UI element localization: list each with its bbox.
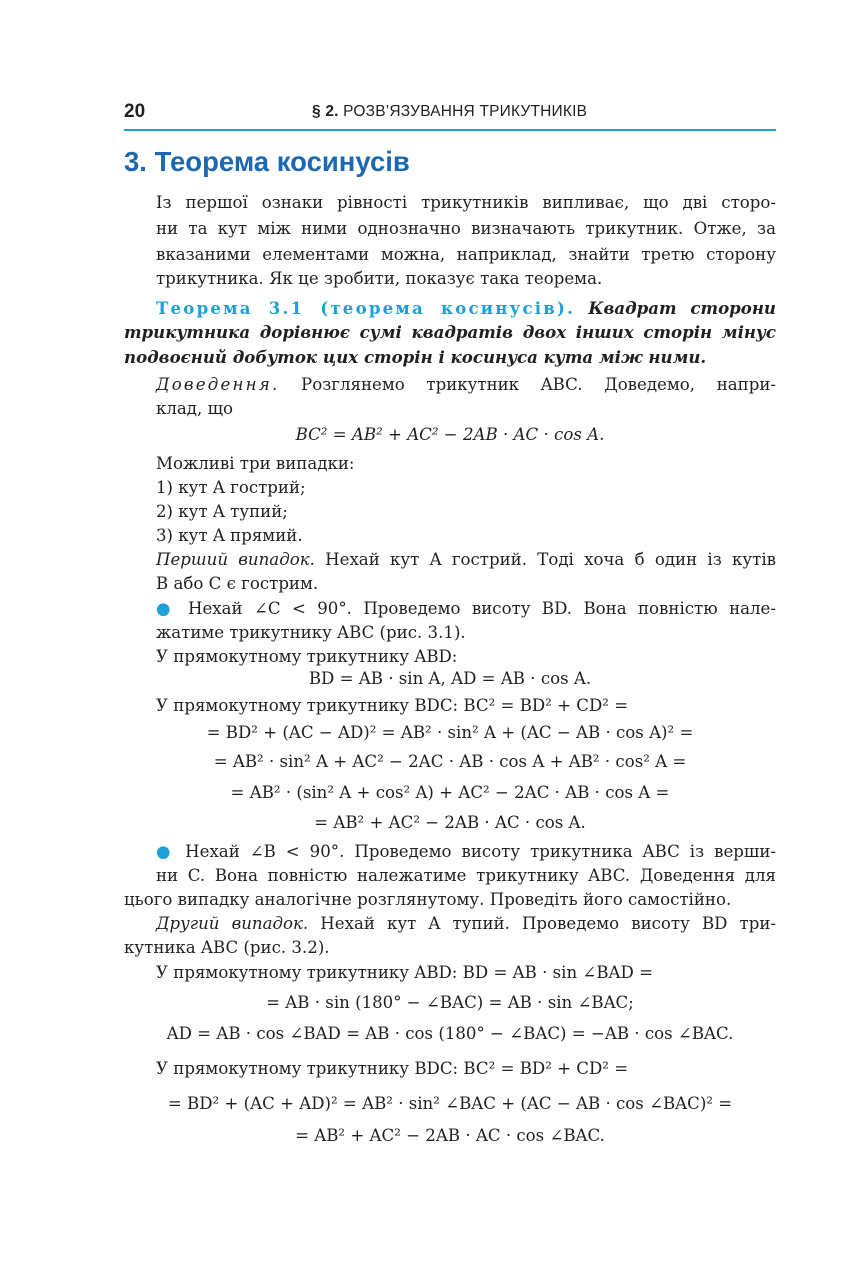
intro-line: вказаними елементами можна, наприклад, знайти третю сторону — [156, 245, 776, 264]
case-item: 1) кут A гострий; — [156, 478, 306, 497]
section-label: § 2. — [312, 103, 339, 120]
case-item: 3) кут A прямий. — [156, 526, 303, 545]
bullet-line: жатиме трикутнику ABC (рис. 3.1). — [156, 623, 466, 642]
equation-line: = AB · sin (180° − ∠BAC) = AB · sin ∠BAC; — [266, 993, 634, 1012]
bullet-line: цього випадку аналогічне розглянутому. Проведіть його самостійно. — [124, 890, 732, 909]
abd-formula: BD = AB · sin A, AD = AB · cos A. — [308, 669, 592, 688]
bullet-icon: ● — [156, 599, 177, 618]
formula-main: BC² = AB² + AC² − 2AB · AC · cos A. — [295, 425, 605, 444]
second-case-label: Другий випадок. — [156, 914, 309, 933]
bullet-line — [156, 597, 776, 621]
bullet-text: Нехай ∠B < 90°. Проведемо висоту трикутника ABC із верши- — [175, 842, 777, 861]
intro-line: Із першої ознаки рівності трикутників випливає, що дві сторо- — [156, 193, 776, 212]
first-case-line — [156, 548, 776, 572]
equation-line: = AB² · sin² A + AC² − 2AC · AB · cos A + AB² · cos² A = — [213, 752, 687, 771]
proof-line: клад, що — [156, 399, 233, 418]
first-case-text: Нехай кут A гострий. Тоді хоча б один із кутів — [314, 550, 776, 569]
second-case-line — [156, 912, 776, 936]
theorem-text: Квадрат сторони — [588, 298, 776, 318]
section-title: РОЗВ’ЯЗУВАННЯ ТРИКУТНИКІВ — [343, 103, 588, 120]
page-title: 3. Теорема косинусів — [124, 146, 410, 177]
bullet-line — [156, 840, 776, 864]
theorem-line: трикутника дорівнює сумі квадратів двох інших сторін мінус — [124, 322, 776, 342]
intro-line: ни та кут між ними однозначно визначають трикутник. Отже, за — [156, 219, 776, 238]
first-case-label: Перший випадок. — [156, 550, 315, 569]
cases-intro: Можливі три випадки: — [156, 454, 355, 473]
theorem-line — [156, 296, 776, 321]
bullet-text: Нехай ∠C < 90°. Проведемо висоту BD. Вона повністю нале- — [176, 599, 776, 618]
proof-line — [156, 373, 776, 397]
equation-line: = BD² + (AC − AD)² = AB² · sin² A + (AC − AB · cos A)² = — [206, 723, 694, 742]
theorem-line: подвоєний добуток цих сторін і косинуса кута між ними. — [124, 347, 707, 367]
proof-text: Розглянемо трикутник ABC. Доведемо, напри- — [279, 375, 776, 394]
equation-line: = AB² · (sin² A + cos² A) + AC² − 2AC · AB · cos A = — [230, 783, 670, 802]
running-header — [312, 103, 587, 121]
equation-line: = BD² + (AC + AD)² = AB² · sin² ∠BAC + (AC − AB · cos ∠BAC)² = — [167, 1094, 733, 1113]
first-case-line: B або C є гострим. — [156, 574, 319, 593]
abd-line: У прямокутному трикутнику ABD: — [156, 647, 458, 666]
bullet-icon: ● — [156, 842, 176, 861]
equation-line: AD = AB · cos ∠BAD = AB · cos (180° − ∠BAC) = −AB · cos ∠BAC. — [166, 1024, 734, 1043]
header-rule — [124, 129, 776, 131]
abd-line: У прямокутному трикутнику ABD: BD = AB · sin ∠BAD = — [156, 963, 653, 982]
bdc-line: У прямокутному трикутнику BDC: BC² = BD² + CD² = — [156, 1059, 629, 1078]
second-case-line: кутника ABC (рис. 3.2). — [124, 938, 330, 957]
equation-line: = AB² + AC² − 2AB · AC · cos A. — [314, 813, 586, 832]
equation-line: = AB² + AC² − 2AB · AC · cos ∠BAC. — [295, 1126, 605, 1145]
page-number: 20 — [124, 101, 146, 122]
bdc-line: У прямокутному трикутнику BDC: BC² = BD² + CD² = — [156, 696, 629, 715]
second-case-text: Нехай кут A тупий. Проведемо висоту BD три- — [308, 914, 777, 933]
proof-label: Доведення. — [156, 375, 280, 394]
bullet-line: ни C. Вона повністю належатиме трикутнику ABC. Доведення для — [156, 866, 776, 885]
case-item: 2) кут A тупий; — [156, 502, 288, 521]
theorem-label: Теорема 3.1 (теорема косинусів). — [156, 298, 576, 318]
intro-line: трикутника. Як це зробити, показує така теорема. — [156, 269, 603, 288]
